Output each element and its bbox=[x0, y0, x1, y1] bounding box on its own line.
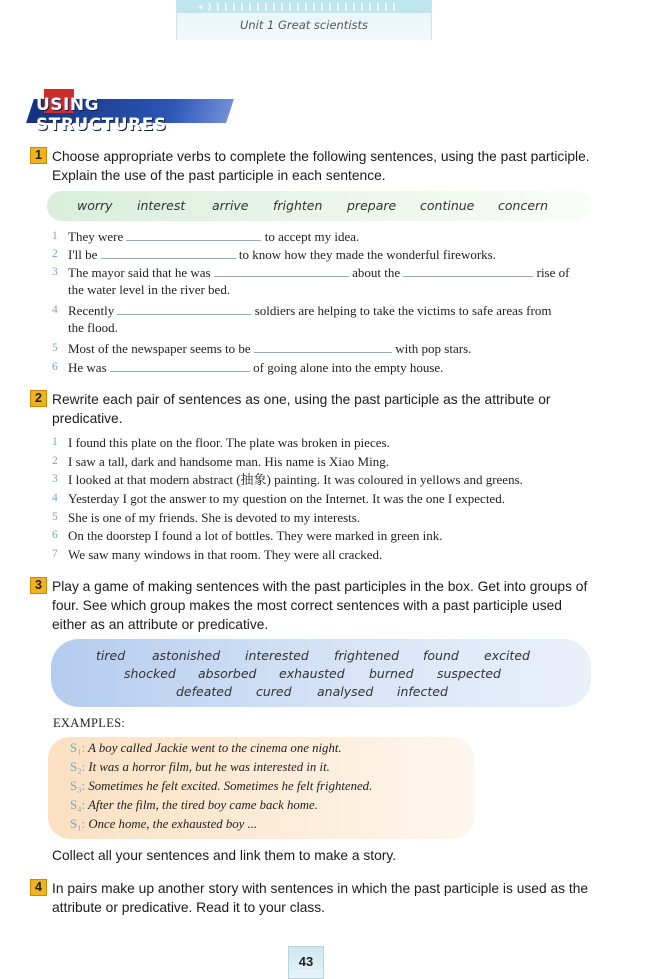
word-option: frightened bbox=[334, 648, 400, 663]
word-option: interested bbox=[245, 648, 309, 663]
exercise-number: 1 bbox=[30, 147, 47, 164]
exercise-2-item: 1 I found this plate on the floor. The plate was broken in pieces. bbox=[52, 435, 390, 450]
answer-blank[interactable] bbox=[214, 267, 349, 277]
example-line: S₁: Once home, the exhausted boy ... bbox=[70, 817, 258, 831]
exercise-1-item: 2 I'll be to know how they made the wonderful fireworks. bbox=[52, 247, 496, 262]
unit-header bbox=[176, 0, 432, 40]
exercise-1-instruction: 1 Choose appropriate verbs to complete the following sentences, using the past participle. Explain the use of the past participle in each sentence. bbox=[30, 147, 595, 185]
answer-blank[interactable] bbox=[117, 305, 251, 315]
exercise-1-item: 3 The mayor said that he was about the rise of the water level in the river bed. bbox=[52, 265, 570, 297]
exercise-2-item: 3 I looked at that modern abstract (抽象) painting. It was coloured in yellows and greens. bbox=[52, 472, 523, 487]
answer-blank[interactable] bbox=[254, 343, 392, 353]
word-option: cured bbox=[256, 684, 292, 699]
answer-blank[interactable] bbox=[101, 249, 236, 259]
exercise-2-item: 4 Yesterday I got the answer to my question on the Internet. It was the one I expected. bbox=[52, 491, 505, 506]
word-option: interest bbox=[137, 198, 186, 213]
exercise-number: 3 bbox=[30, 577, 47, 594]
section-banner bbox=[30, 89, 230, 135]
word-option: absorbed bbox=[198, 666, 257, 681]
examples-label: EXAMPLES: bbox=[53, 716, 126, 730]
example-line: S₃: Sometimes he felt excited. Sometimes he felt frightened. bbox=[70, 779, 373, 793]
word-option: suspected bbox=[437, 666, 501, 681]
header-decoration bbox=[197, 3, 397, 11]
exercise-1-item: 4 Recently soldiers are helping to take the victims to safe areas from the flood. bbox=[52, 303, 552, 335]
word-option: frighten bbox=[273, 198, 323, 213]
answer-blank[interactable] bbox=[110, 362, 250, 372]
unit-title: Unit 1 Great scientists bbox=[239, 18, 369, 32]
word-box-1 bbox=[47, 191, 592, 221]
word-option: infected bbox=[397, 684, 448, 699]
word-option: prepare bbox=[347, 198, 397, 213]
exercise-3-closing: Collect all your sentences and link them to make a story. bbox=[52, 848, 397, 863]
example-line: S₂: It was a horror film, but he was interested in it. bbox=[70, 760, 330, 774]
example-line: S₁: A boy called Jackie went to the cinema one night. bbox=[70, 741, 342, 755]
word-option: excited bbox=[484, 648, 530, 663]
exercise-2-item: 6 On the doorstep I found a lot of bottles. They were marked in green ink. bbox=[52, 528, 443, 543]
word-option: continue bbox=[420, 198, 475, 213]
exercise-2-item: 2 I saw a tall, dark and handsome man. His name is Xiao Ming. bbox=[52, 454, 389, 469]
exercise-1-item: 1 They were to accept my idea. bbox=[52, 229, 360, 244]
exercise-2-item: 5 She is one of my friends. She is devoted to my interests. bbox=[52, 510, 361, 525]
word-option: burned bbox=[369, 666, 414, 681]
word-box-3 bbox=[51, 639, 591, 707]
example-line: S₄: After the film, the tired boy came back home. bbox=[70, 798, 318, 812]
word-option: tired bbox=[96, 648, 126, 663]
exercise-2-item: 7 We saw many windows in that room. They were all cracked. bbox=[52, 547, 383, 562]
page-number: 43 bbox=[288, 946, 324, 979]
section-title: USING STRUCTURES bbox=[36, 95, 167, 135]
exercise-4-instruction: 4 In pairs make up another story with sentences in which the past participle is used as the attribute or predicative. Read it to your class. bbox=[30, 879, 595, 917]
exercise-2-instruction: 2 Rewrite each pair of sentences as one, using the past participle as the attribute or predicative. bbox=[30, 390, 595, 428]
answer-blank[interactable] bbox=[403, 267, 533, 277]
word-option: astonished bbox=[152, 648, 221, 663]
answer-blank[interactable] bbox=[126, 231, 261, 241]
exercise-number: 4 bbox=[30, 879, 47, 896]
word-option: found bbox=[423, 648, 459, 663]
word-option: analysed bbox=[317, 684, 374, 699]
word-option: defeated bbox=[176, 684, 232, 699]
word-option: shocked bbox=[124, 666, 176, 681]
exercise-number: 2 bbox=[30, 390, 47, 407]
word-option: worry bbox=[77, 198, 113, 213]
word-option: arrive bbox=[212, 198, 249, 213]
exercise-1-item: 5 Most of the newspaper seems to be with pop stars. bbox=[52, 341, 472, 356]
word-option: exhausted bbox=[279, 666, 345, 681]
exercise-1-item: 6 He was of going alone into the empty house. bbox=[52, 360, 444, 375]
word-option: concern bbox=[498, 198, 549, 213]
exercise-3-instruction: 3 Play a game of making sentences with the past participles in the box. Get into groups of four. See which group makes the most correct sentences with a past participle used either as an attribute or predicative. bbox=[30, 577, 595, 634]
